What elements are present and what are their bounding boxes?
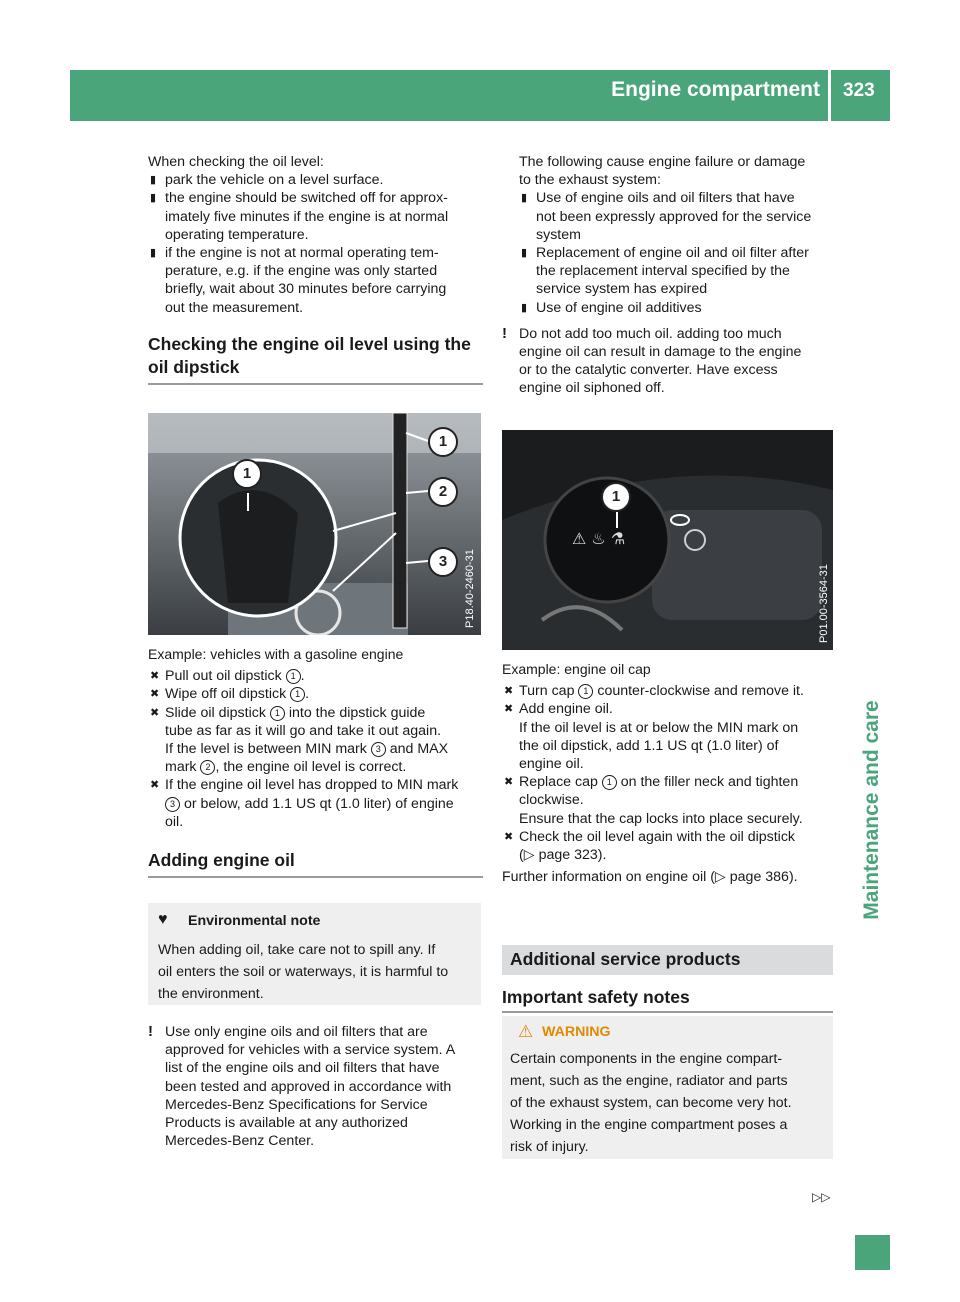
section-band <box>502 945 833 975</box>
bullet-icon: ▮ <box>521 301 528 314</box>
chapter-side-label: Maintenance and care <box>860 700 883 920</box>
section-heading: Important safety notes <box>502 987 690 1007</box>
photo-code: P18.40-2460-31 <box>464 549 476 628</box>
step-arrow-icon: ✖ <box>150 670 160 683</box>
notice-block <box>148 1023 483 1150</box>
section-heading: Checking the engine oil level using the oil dipstick <box>148 333 471 377</box>
warning-text: Certain components in the engine compart- ment, such as the engine, radiator and parts of the exhaust system, can become very hot. Working in the engine compartment poses a risk of injury. <box>510 1051 792 1155</box>
exclamation-icon: ! <box>502 324 507 342</box>
photo-code: P01.00-3564-31 <box>818 564 830 643</box>
list-item: ▮ the engine should be switched off for approx- imately five minutes if the engine is at normal operating temperature. <box>150 190 449 243</box>
note-text: When adding oil, take care not to spill any. If oil enters the soil or waterways, it is harmful to the environment. <box>158 942 449 1002</box>
chapter-tab-marker <box>855 1235 890 1270</box>
further-info-text: Further information on engine oil (▷ page 386). <box>502 869 798 886</box>
section-heading: Adding engine oil <box>148 850 295 871</box>
page-title: Engine compartment <box>611 78 820 101</box>
step-arrow-icon: ✖ <box>504 776 514 789</box>
section-heading: Additional service products <box>510 949 741 969</box>
environmental-note-box <box>148 903 481 1005</box>
left-column-lower <box>148 645 483 878</box>
right-column-lower <box>502 660 842 886</box>
header-separator <box>828 70 831 121</box>
notice-text: ! Use only engine oils and oil filters that are approved for vehicles with a service system. A list of the engine oils and oil filters that have been tested and approved in accordance with Mercedes-Benz Specifications for Service Products is available at any authorized Mercedes-Benz Center. <box>148 1023 456 1150</box>
list-item: ▮ Replacement of engine oil and oil filter after the replacement interval specified by the service system has expired <box>521 245 809 298</box>
list-item: ▮ park the vehicle on a level surface. <box>150 172 384 189</box>
callout-1-inset: 1 <box>232 459 262 489</box>
bullet-icon: ▮ <box>150 247 157 260</box>
notice-text: ! Do not add too much oil. adding too much engine oil can result in damage to the engine or to the catalytic converter. Have excess engine oil siphoned off. <box>502 324 802 397</box>
left-column <box>148 153 483 385</box>
bullet-icon: ▮ <box>150 174 157 187</box>
bullet-icon: ▮ <box>521 192 528 205</box>
warning-title: WARNING <box>542 1024 611 1040</box>
step-arrow-icon: ✖ <box>150 688 160 701</box>
step-item: ✖ Slide oil dipstick 1 into the dipstick guide tube as far as it will go and take it out again. If the level is between MIN mark 3 and MAX mark 2 , the engine oil level is correct. <box>150 704 449 776</box>
heading-rule <box>502 1011 833 1013</box>
step-arrow-icon: ✖ <box>150 779 160 792</box>
note-title: Environmental note <box>188 913 321 929</box>
bullet-icon: ▮ <box>150 192 157 205</box>
warning-triangle-icon: ⚠ <box>518 1022 534 1041</box>
photo-caption: Example: engine oil cap <box>502 661 651 677</box>
photo-caption: Example: vehicles with a gasoline engine <box>148 646 404 662</box>
exclamation-icon: ! <box>148 1023 153 1040</box>
heading-rule <box>148 876 483 878</box>
oil-cap-illustration <box>502 430 833 650</box>
callout-2: 2 <box>428 477 458 507</box>
step-item: ✖ Pull out oil dipstick 1 . <box>150 668 305 685</box>
heading-rule <box>148 383 483 385</box>
step-item: ✖ If the engine oil level has dropped to MIN mark 3 or below, add 1.1 US qt (1.0 liter) of engine oil. <box>150 777 459 830</box>
bullet-icon: ▮ <box>521 247 528 260</box>
step-item: ✖ Turn cap 1 counter-clockwise and remove it. <box>504 683 804 700</box>
list-item: ▮ if the engine is not at normal operating tem- perature, e.g. if the engine was only started briefly, wait about 30 minutes before carrying out the measurement. <box>150 245 447 316</box>
engine-dipstick-photo <box>148 413 481 635</box>
step-item: ✖ Check the oil level again with the oil dipstick (▷ page 323). <box>504 828 796 864</box>
list-item: ▮ Use of engine oil additives <box>521 299 702 316</box>
callout-1: 1 <box>601 482 631 512</box>
step-item: ✖ Replace cap 1 on the filler neck and tighten clockwise. Ensure that the cap locks into place securely. <box>504 774 803 827</box>
step-arrow-icon: ✖ <box>150 706 160 719</box>
svg-text:⚠ ♨ ⚗: ⚠ ♨ ⚗ <box>572 529 626 548</box>
list-item: ▮ Use of engine oils and oil filters that have not been expressly approved for the service system <box>521 190 812 243</box>
leaf-icon: ♥ <box>158 911 168 928</box>
callout-1: 1 <box>428 427 458 457</box>
callout-3: 3 <box>428 547 458 577</box>
oil-cap-photo <box>502 430 833 650</box>
intro-text: The following cause engine failure or damage to the exhaust system: <box>519 154 806 189</box>
step-arrow-icon: ✖ <box>504 830 514 843</box>
step-arrow-icon: ✖ <box>504 703 514 716</box>
intro-text: When checking the oil level: <box>148 154 324 170</box>
step-item: ✖ Wipe off oil dipstick 1 . <box>150 686 310 703</box>
step-item: ✖ Add engine oil. If the oil level is at or below the MIN mark on the oil dipstick, add 1.1 US qt (1.0 liter) of engine oil. <box>504 701 799 773</box>
right-column <box>502 153 837 398</box>
page-number: 323 <box>843 80 875 101</box>
continue-marker: ▷▷ <box>812 1190 831 1204</box>
warning-box <box>502 1016 833 1159</box>
step-arrow-icon: ✖ <box>504 685 514 698</box>
